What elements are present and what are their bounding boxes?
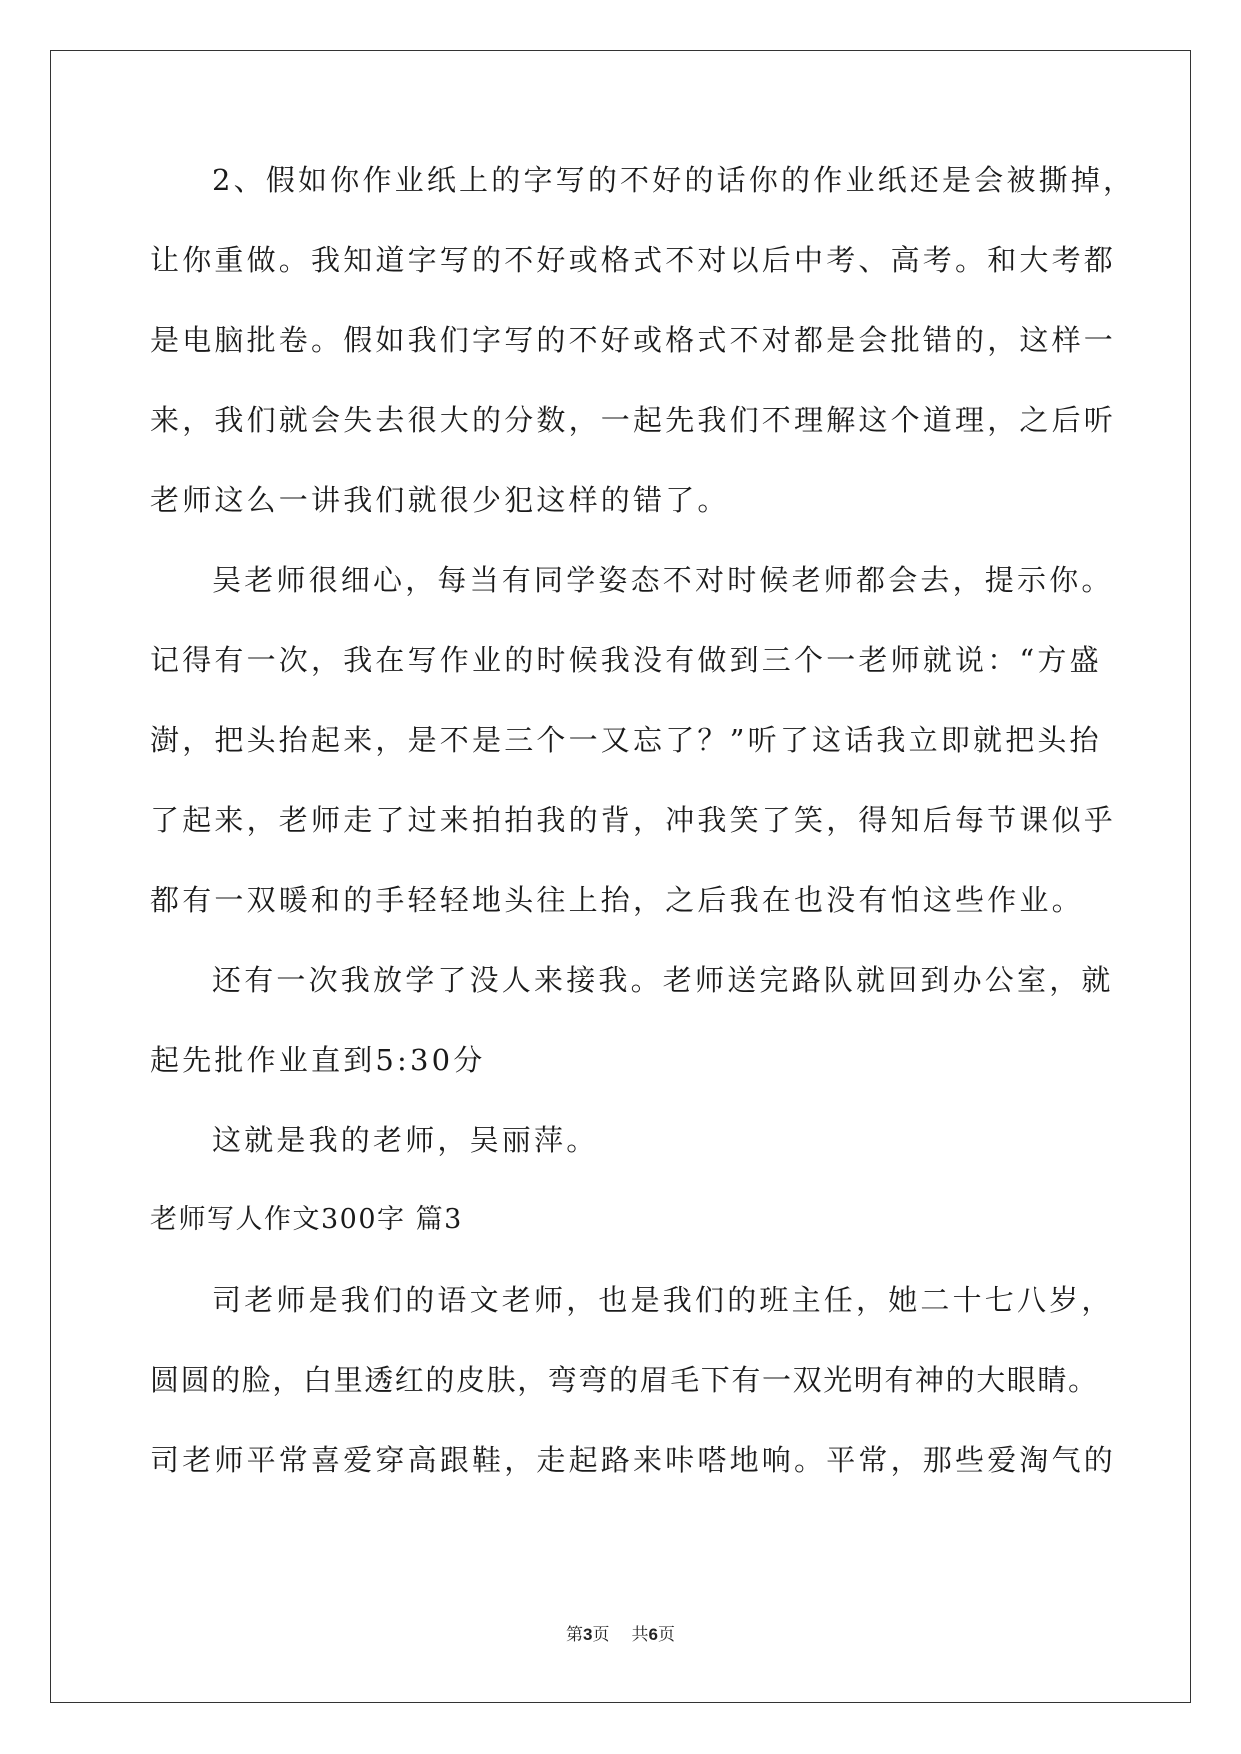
page-footer <box>0 1620 1241 1645</box>
total-prefix: 共 <box>631 1625 649 1645</box>
text-line: 是电脑批卷。假如我们字写的不好或格式不对都是会批错的，这样一 <box>150 323 1117 357</box>
text-line: 吴老师很细心，每当有同学姿态不对时候老师都会去，提示你。 <box>212 563 1114 597</box>
page-total: 6 <box>648 1625 658 1644</box>
text-line: 老师这么一讲我们就很少犯这样的错了。 <box>150 483 730 517</box>
text-line: 起先批作业直到5:30分 <box>150 1043 486 1077</box>
document-body <box>150 160 1136 1520</box>
text-line: 圆圆的脸，白里透红的皮肤，弯弯的眉毛下有一双光明有神的大眼睛。 <box>150 1363 1099 1397</box>
page-current: 3 <box>583 1625 593 1644</box>
text-line: 让你重做。我知道字写的不好或格式不对以后中考、高考。和大考都 <box>150 243 1117 277</box>
text-line: 司老师平常喜爱穿高跟鞋，走起路来咔嗒地响。平常，那些爱淘气的 <box>150 1443 1117 1477</box>
text-line: 司老师是我们的语文老师，也是我们的班主任，她二十七八岁， <box>212 1283 1114 1317</box>
text-line: 澍，把头抬起来，是不是三个一又忘了？”听了这话我立即就把头抬 <box>150 723 1102 757</box>
total-suffix: 页 <box>657 1625 675 1645</box>
text-line: 这就是我的老师，吴丽萍。 <box>212 1123 599 1157</box>
text-line: 2、假如你作业纸上的字写的不好的话你的作业纸还是会被撕掉， <box>212 163 1136 197</box>
section-heading: 老师写人作文300字 篇3 <box>150 1204 463 1235</box>
text-line: 都有一双暖和的手轻轻地头往上抬，之后我在也没有怕这些作业。 <box>150 883 1084 917</box>
text-line: 了起来，老师走了过来拍拍我的背，冲我笑了笑，得知后每节课似乎 <box>150 803 1117 837</box>
text-line: 还有一次我放学了没人来接我。老师送完路队就回到办公室，就 <box>212 963 1114 997</box>
text-line: 记得有一次，我在写作业的时候我没有做到三个一老师就说：“方盛 <box>150 643 1102 677</box>
page-prefix: 第 <box>566 1625 584 1645</box>
text-line: 来，我们就会失去很大的分数，一起先我们不理解这个道理，之后听 <box>150 403 1117 437</box>
page-suffix: 页 <box>592 1625 610 1645</box>
